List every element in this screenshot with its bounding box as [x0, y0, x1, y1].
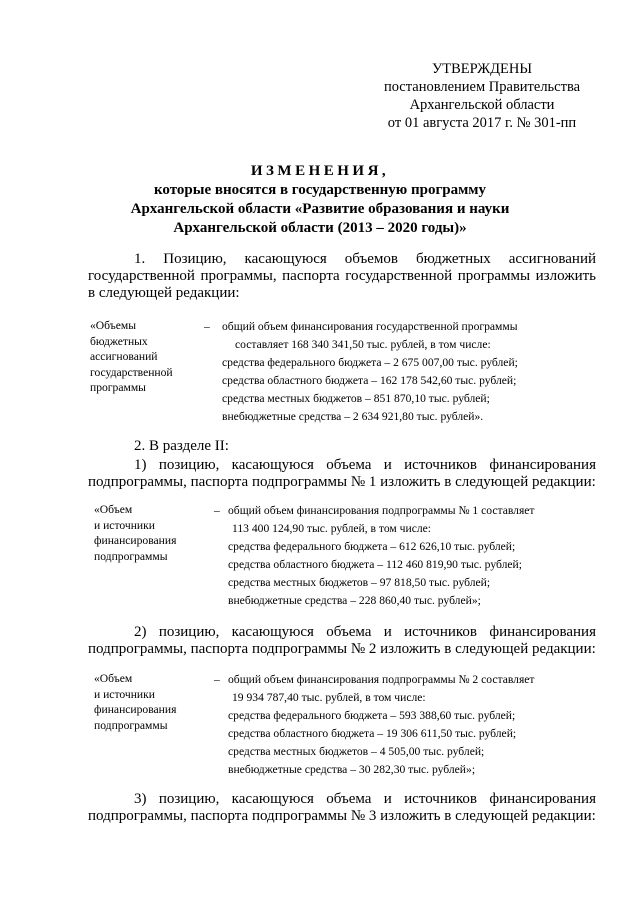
value-line: внебюджетные средства – 228 860,40 тыс. рублей»;: [228, 594, 481, 607]
label-line: бюджетных: [90, 334, 148, 348]
label-line: «Объем: [94, 503, 133, 516]
item-1-values: [222, 318, 518, 426]
label-line: и источники: [94, 687, 155, 701]
label-line: и источники: [94, 518, 155, 532]
sub-2-values: [228, 671, 535, 779]
value-line: внебюджетные средства – 30 282,30 тыс. рублей»;: [228, 763, 476, 776]
value-line: средства областного бюджета – 112 460 819,90 тыс. рублей;: [228, 558, 522, 571]
value-line: 113 400 124,90 тыс. рублей, в том числе:: [232, 522, 431, 535]
value-line: внебюджетные средства – 2 634 921,80 тыс. рублей».: [222, 410, 484, 423]
value-line: общий объем финансирования подпрограммы № 2 составляет: [228, 673, 535, 686]
item-1-text: 1. Позицию, касающуюся объемов бюджетных ассигнований государственной программы, паспорта государственной программы изложить в следующей редакции:: [88, 251, 596, 301]
value-line: средства областного бюджета – 162 178 542,60 тыс. рублей;: [222, 374, 517, 387]
label-line: подпрограммы: [94, 718, 168, 732]
sub-2-paragraph: [88, 624, 596, 658]
sub-2-label: [94, 671, 204, 733]
sub-1-paragraph: [88, 457, 596, 491]
value-line: общий объем финансирования государственной программы: [222, 320, 518, 333]
value-line: средства федерального бюджета – 612 626,10 тыс. рублей;: [228, 540, 516, 553]
label-line: государственной: [90, 365, 173, 379]
sub-2-dash: –: [214, 673, 220, 686]
item-1-dash: –: [204, 320, 210, 333]
label-line: подпрограммы: [94, 549, 168, 563]
value-line: составляет 168 340 341,50 тыс. рублей, в том числе:: [235, 338, 491, 351]
value-line: средства местных бюджетов – 97 818,50 тыс. рублей;: [228, 576, 491, 589]
approval-block: [352, 60, 612, 132]
title-line-3: Архангельской области (2013 – 2020 годы)»: [173, 220, 467, 236]
item-1-label: [90, 318, 200, 396]
approval-region: Архангельской области: [409, 97, 555, 113]
value-line: средства местных бюджетов – 4 505,00 тыс. рублей;: [228, 745, 485, 758]
label-line: программы: [90, 381, 146, 394]
sub-3-text: 3) позицию, касающуюся объема и источников финансирования подпрограммы, паспорта подпрограммы № 3 изложить в следующей редакции:: [88, 791, 596, 824]
label-line: «Объемы: [90, 319, 137, 332]
label-line: финансирования: [94, 703, 177, 716]
sub-1-text: 1) позицию, касающуюся объема и источников финансирования подпрограммы, паспорта подпрограммы № 1 изложить в следующей редакции:: [88, 457, 596, 490]
value-line: средства областного бюджета – 19 306 611,50 тыс. рублей;: [228, 727, 517, 740]
value-line: средства федерального бюджета – 2 675 007,00 тыс. рублей;: [222, 356, 518, 369]
document-title: [80, 162, 560, 238]
title-heading: ИЗМЕНЕНИЯ,: [250, 163, 390, 179]
title-line-2: Архангельской области «Развитие образования и науки: [130, 201, 510, 217]
sub-1-values: [228, 502, 535, 610]
approval-title: УТВЕРЖДЕНЫ: [431, 61, 533, 77]
label-line: ассигнований: [90, 350, 158, 363]
sub-1-label: [94, 502, 204, 564]
label-line: «Объем: [94, 672, 133, 685]
sub-2-text: 2) позицию, касающуюся объема и источников финансирования подпрограммы, паспорта подпрограммы № 2 изложить в следующей редакции:: [88, 624, 596, 657]
item-1-paragraph: [88, 251, 596, 302]
value-line: средства федерального бюджета – 593 388,60 тыс. рублей;: [228, 709, 516, 722]
label-line: финансирования: [94, 534, 177, 547]
sub-1-dash: –: [214, 504, 220, 517]
sub-3-paragraph: [88, 791, 596, 825]
approval-decree: постановлением Правительства: [383, 79, 581, 95]
value-line: средства местных бюджетов – 851 870,10 тыс. рублей;: [222, 392, 490, 405]
title-line-1: которые вносятся в государственную программу: [153, 182, 487, 198]
value-line: 19 934 787,40 тыс. рублей, в том числе:: [232, 691, 426, 704]
value-line: общий объем финансирования подпрограммы № 1 составляет: [228, 504, 535, 517]
item-2-heading: 2. В разделе II:: [134, 438, 229, 454]
approval-date: от 01 августа 2017 г. № 301-пп: [387, 115, 577, 131]
